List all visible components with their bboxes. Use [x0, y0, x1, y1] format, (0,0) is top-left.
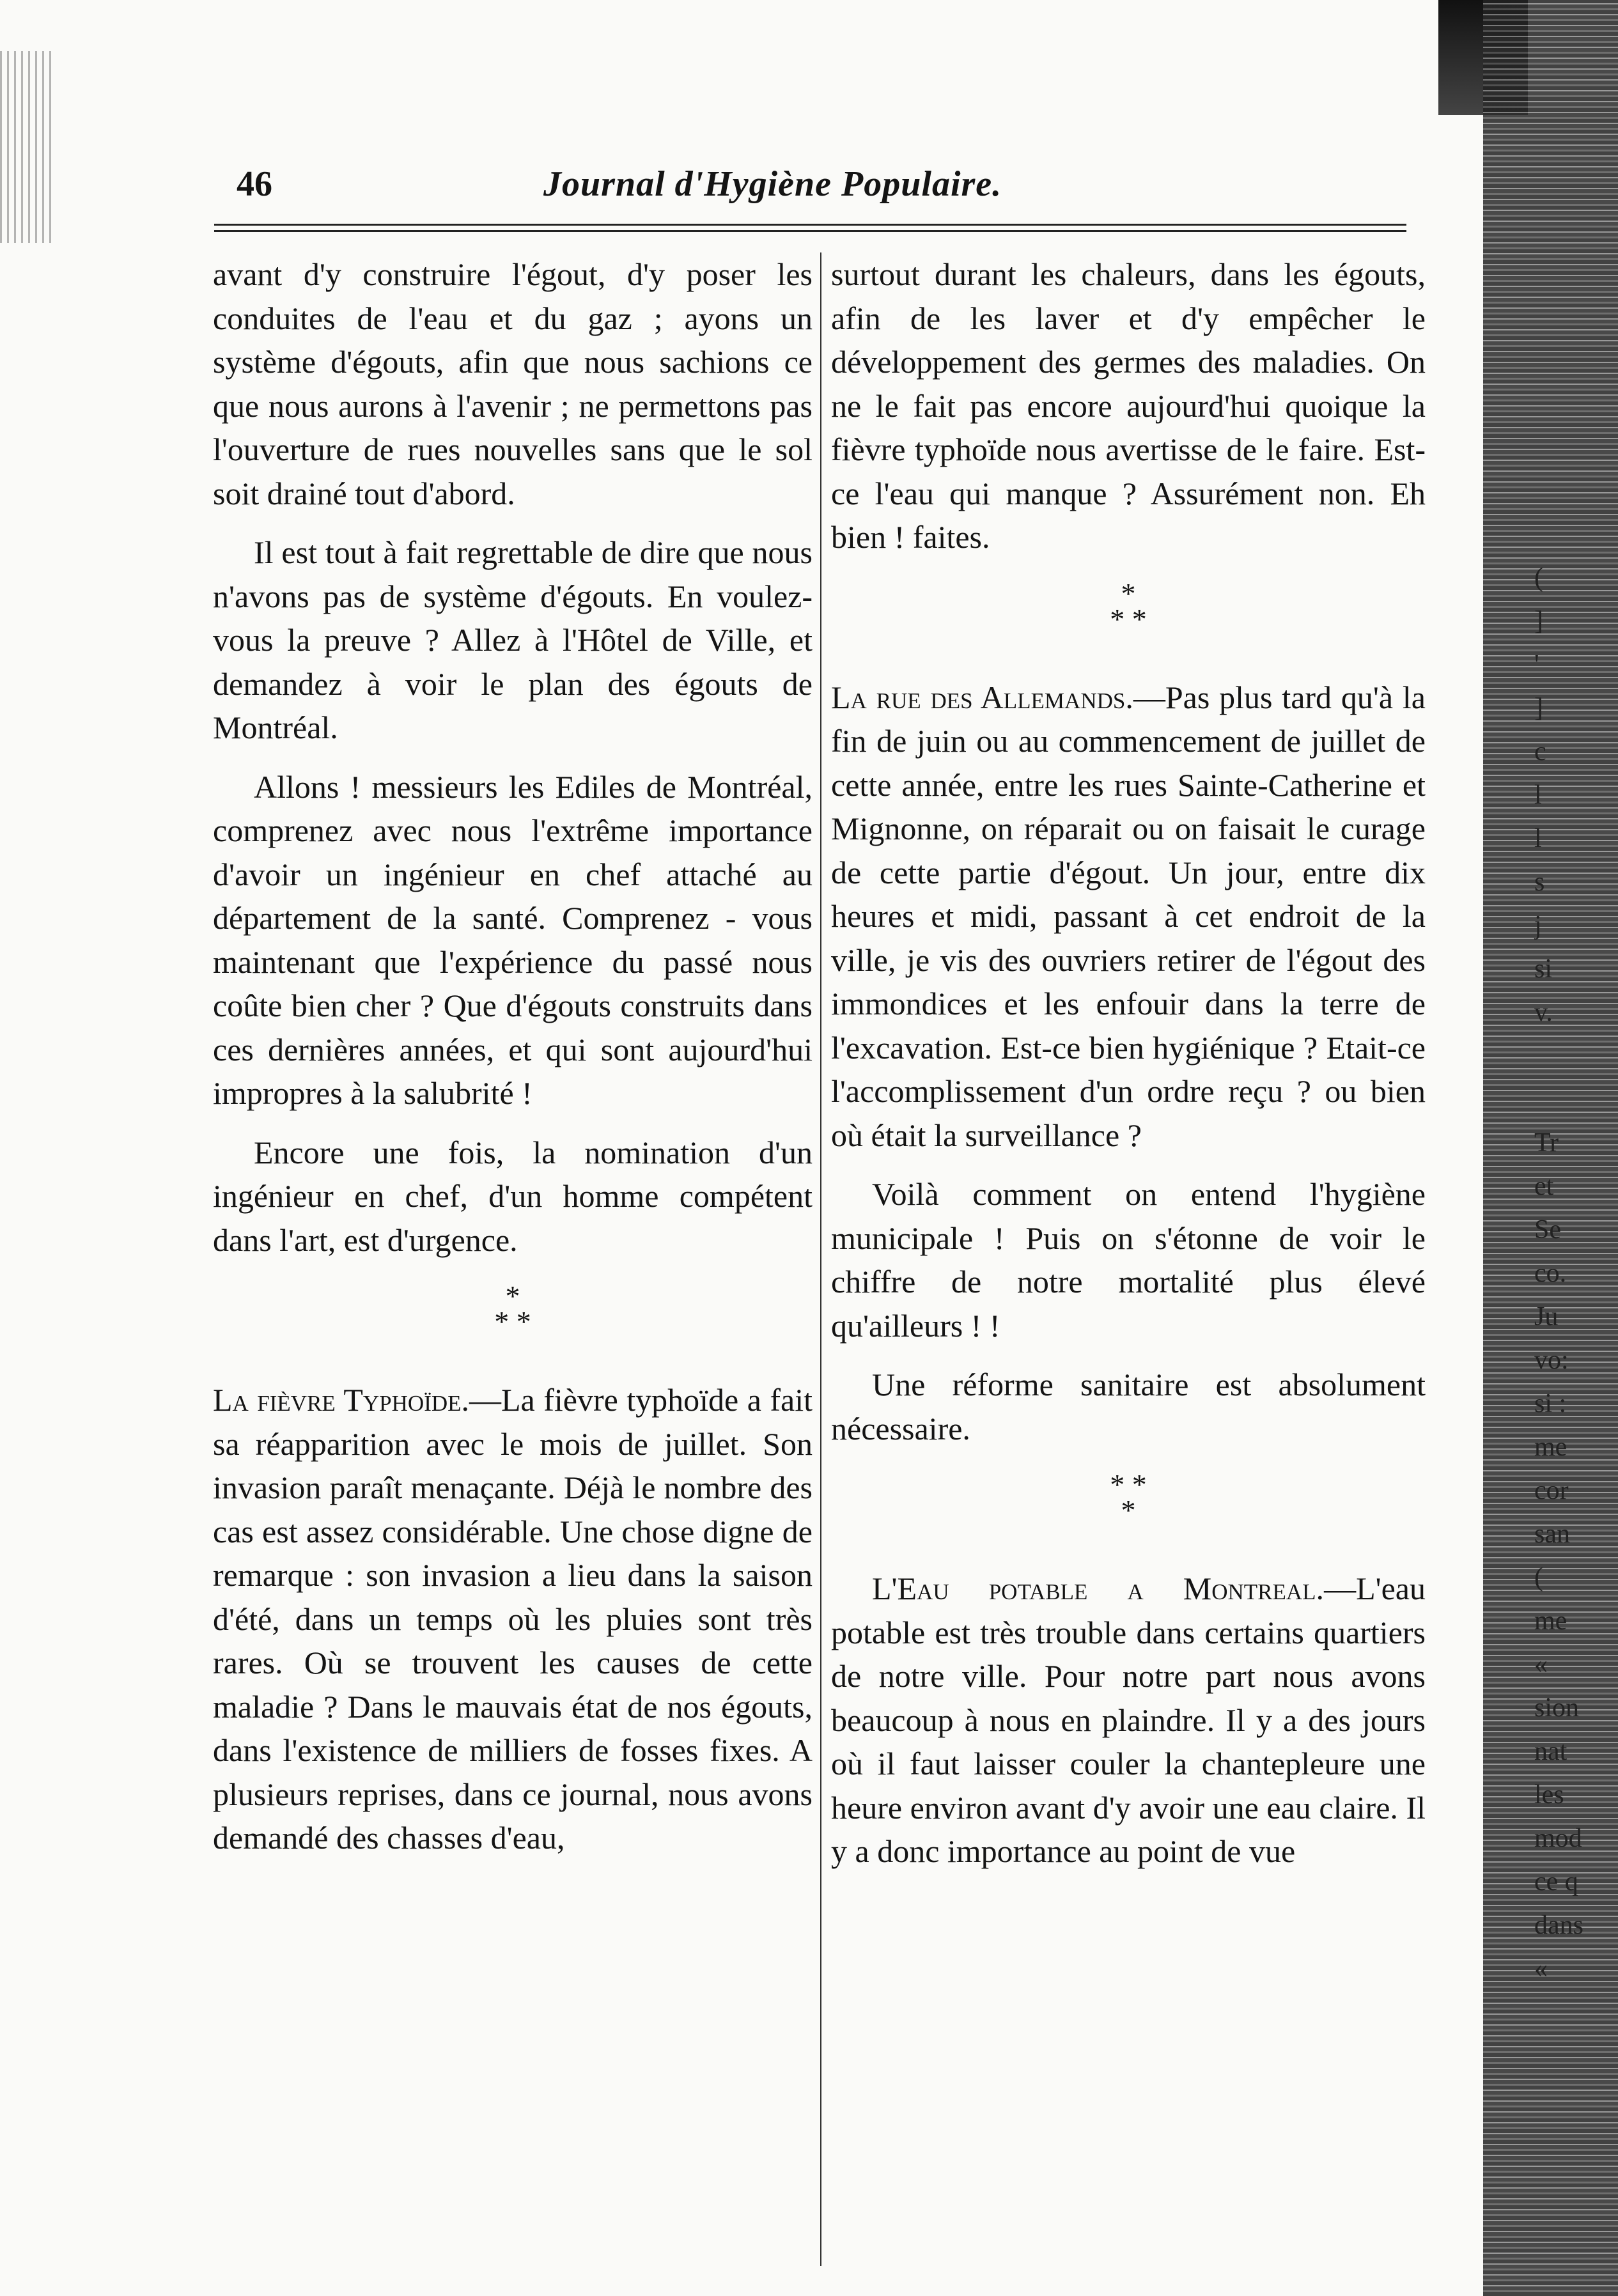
next-page-fragment: l — [1534, 780, 1542, 810]
next-page-fragment: sion — [1534, 1693, 1580, 1723]
asterism-bottom: * * — [1110, 602, 1147, 635]
next-page-fragment: ] — [1534, 694, 1543, 723]
section-paragraph — [831, 1567, 1426, 1873]
next-page-fragment: c — [1534, 737, 1546, 766]
asterism — [831, 1468, 1426, 1530]
next-page-fragment: ] — [1534, 607, 1543, 636]
next-page-fragment: si — [1534, 954, 1553, 984]
section-heading: La fièvre Typhoïde. — [213, 1382, 470, 1418]
section-heading: L'Eau potable a Montreal. — [872, 1571, 1325, 1606]
next-page-fragment — [1534, 1078, 1618, 1121]
next-page-fragment: vo: — [1534, 1346, 1569, 1375]
asterism — [213, 1280, 813, 1341]
next-page-fragment: v. — [1534, 998, 1553, 1027]
next-page-fragment: « — [1534, 1650, 1548, 1679]
next-page-fragment: ce q — [1534, 1867, 1578, 1897]
next-page-fragment: Tr — [1534, 1128, 1559, 1158]
next-page-fragment: mod — [1534, 1824, 1582, 1853]
asterism-top: * — [1121, 577, 1136, 610]
asterism-top: * * — [1110, 1468, 1147, 1501]
next-page-fragment: san — [1534, 1519, 1570, 1549]
next-page-fragment: co. — [1534, 1259, 1567, 1288]
asterism-bottom: * — [1121, 1494, 1136, 1526]
paragraph: Une réforme sanitaire est absolument nécessaire. — [831, 1367, 1426, 1447]
page-header — [237, 164, 1406, 215]
section-heading: La rue des Allemands. — [831, 679, 1133, 715]
section-text: —La fièvre typhoïde a fait sa réapparition avec le mois de juillet. Son invasion paraît menaçante. Déjà le nombre des cas est assez considérable. Une chose digne de remarque : son invasion a lieu dans la saison d'été, dans un temps où les pluies sont très rares. Où se trouvent les causes de cette maladie ? Dans le mauvais état de nos égouts, dans l'existence de milliers de fosses fixes. A plusieurs reprises, dans ce journal, nous avons demandé des chasses d'eau, — [213, 1382, 813, 1856]
page-number: 46 — [237, 164, 272, 204]
left-column — [213, 252, 813, 1875]
paragraph: Allons ! messieurs les Ediles de Montréal, comprenez avec nous l'extrême importance d'avoir un ingénieur en chef attaché au département de la santé. Comprenez - vous maintenant que l'expérience du passé nous coûte bien cher ? Que d'égouts construits dans ces dernières années, et qui sont aujourd'hui impropres à la salubrité ! — [213, 768, 813, 1111]
next-page-fragment: me — [1534, 1606, 1567, 1636]
next-page-fragment: « — [1534, 1954, 1548, 1983]
next-page-fragment: ( — [1534, 1563, 1543, 1592]
next-page-fragment: ' — [1534, 650, 1539, 679]
paragraph: surtout durant les chaleurs, dans les égouts, afin de les laver et d'y empêcher le développement des germes des maladies. On ne le fait pas encore aujourd'hui quoique la fièvre typhoïde nous avertisse de le faire. Est-ce l'eau qui manque ? Assurément non. Eh bien ! faites. — [831, 256, 1426, 555]
next-page-fragment: s — [1534, 867, 1545, 897]
asterism — [831, 577, 1426, 639]
header-rule-double — [214, 230, 1406, 232]
paragraph: avant d'y construire l'égout, d'y poser les conduites de l'eau et du gaz ; ayons un système d'égouts, afin que nous sachions ce que nous aurons à l'avenir ; ne permettons pas l'ouverture de rues nouvelles sans que le sol soit drainé tout d'abord. — [213, 256, 813, 511]
next-page-fragment: les — [1534, 1780, 1564, 1810]
section-text: —Pas plus tard qu'à la fin de juin ou au commencement de juillet de cette année, entre les rues Sainte-Catherine et Mignonne, on réparait ou on faisait le curage de cette partie d'égout. Un jour, entre dix heures et midi, passant à cet endroit de la ville, je vis des ouvriers retirer de l'égout des immondices et les enfouir dans la terre de l'excavation. Est-ce bien hygiénique ? Etait-ce l'accomplissement d'un ordre reçu ? ou bien où était la surveillance ? — [831, 679, 1426, 1153]
scan-artifact — [0, 51, 51, 243]
next-page-fragment: ( — [1534, 563, 1543, 593]
paragraph: Encore une fois, la nomination d'un ingénieur en chef, d'un homme compétent dans l'art, est d'urgence. — [213, 1134, 813, 1258]
next-page-fragment: si : — [1534, 1389, 1567, 1418]
next-page-fragment: j — [1534, 911, 1542, 940]
next-page-fragment: me — [1534, 1432, 1567, 1462]
next-page-fragment: dans — [1534, 1911, 1583, 1940]
next-page-fragment: Ju — [1534, 1302, 1559, 1331]
next-page-fragment: nat — [1534, 1737, 1567, 1766]
column-divider — [820, 252, 821, 2266]
asterism-top: * — [505, 1280, 520, 1312]
next-page-fragment — [1534, 1034, 1618, 1078]
paragraph: Voilà comment on entend l'hygiène municipale ! Puis on s'étonne de voir le chiffre de notre mortalité plus élevé qu'ailleurs ! ! — [831, 1176, 1426, 1344]
next-page-fragments — [1534, 556, 1618, 1990]
paragraph: Il est tout à fait regrettable de dire que nous n'avons pas de système d'égouts. En voulez-vous la preuve ? Allez à l'Hôtel de Ville, et demandez à voir le plan des égouts de Montréal. — [213, 534, 813, 745]
next-page-fragment: Se — [1534, 1215, 1561, 1245]
next-page-fragment: l — [1534, 824, 1542, 853]
running-title: Journal d'Hygiène Populaire. — [543, 164, 1002, 204]
section-text: —L'eau potable est très trouble dans certains quartiers de notre ville. Pour notre part nous avons beaucoup à nous en plaindre. Il y a des jours où il faut laisser couler la chantepleure une heure environ avant d'y avoir une eau claire. Il y a donc importance au point de vue — [831, 1571, 1426, 1869]
section-paragraph — [213, 1378, 813, 1860]
section-paragraph — [831, 676, 1426, 1158]
header-rule — [214, 224, 1406, 226]
next-page-fragment: cor — [1534, 1476, 1569, 1505]
asterism-bottom: * * — [494, 1305, 531, 1338]
next-page-fragment: et — [1534, 1172, 1554, 1201]
right-column — [831, 252, 1426, 1889]
